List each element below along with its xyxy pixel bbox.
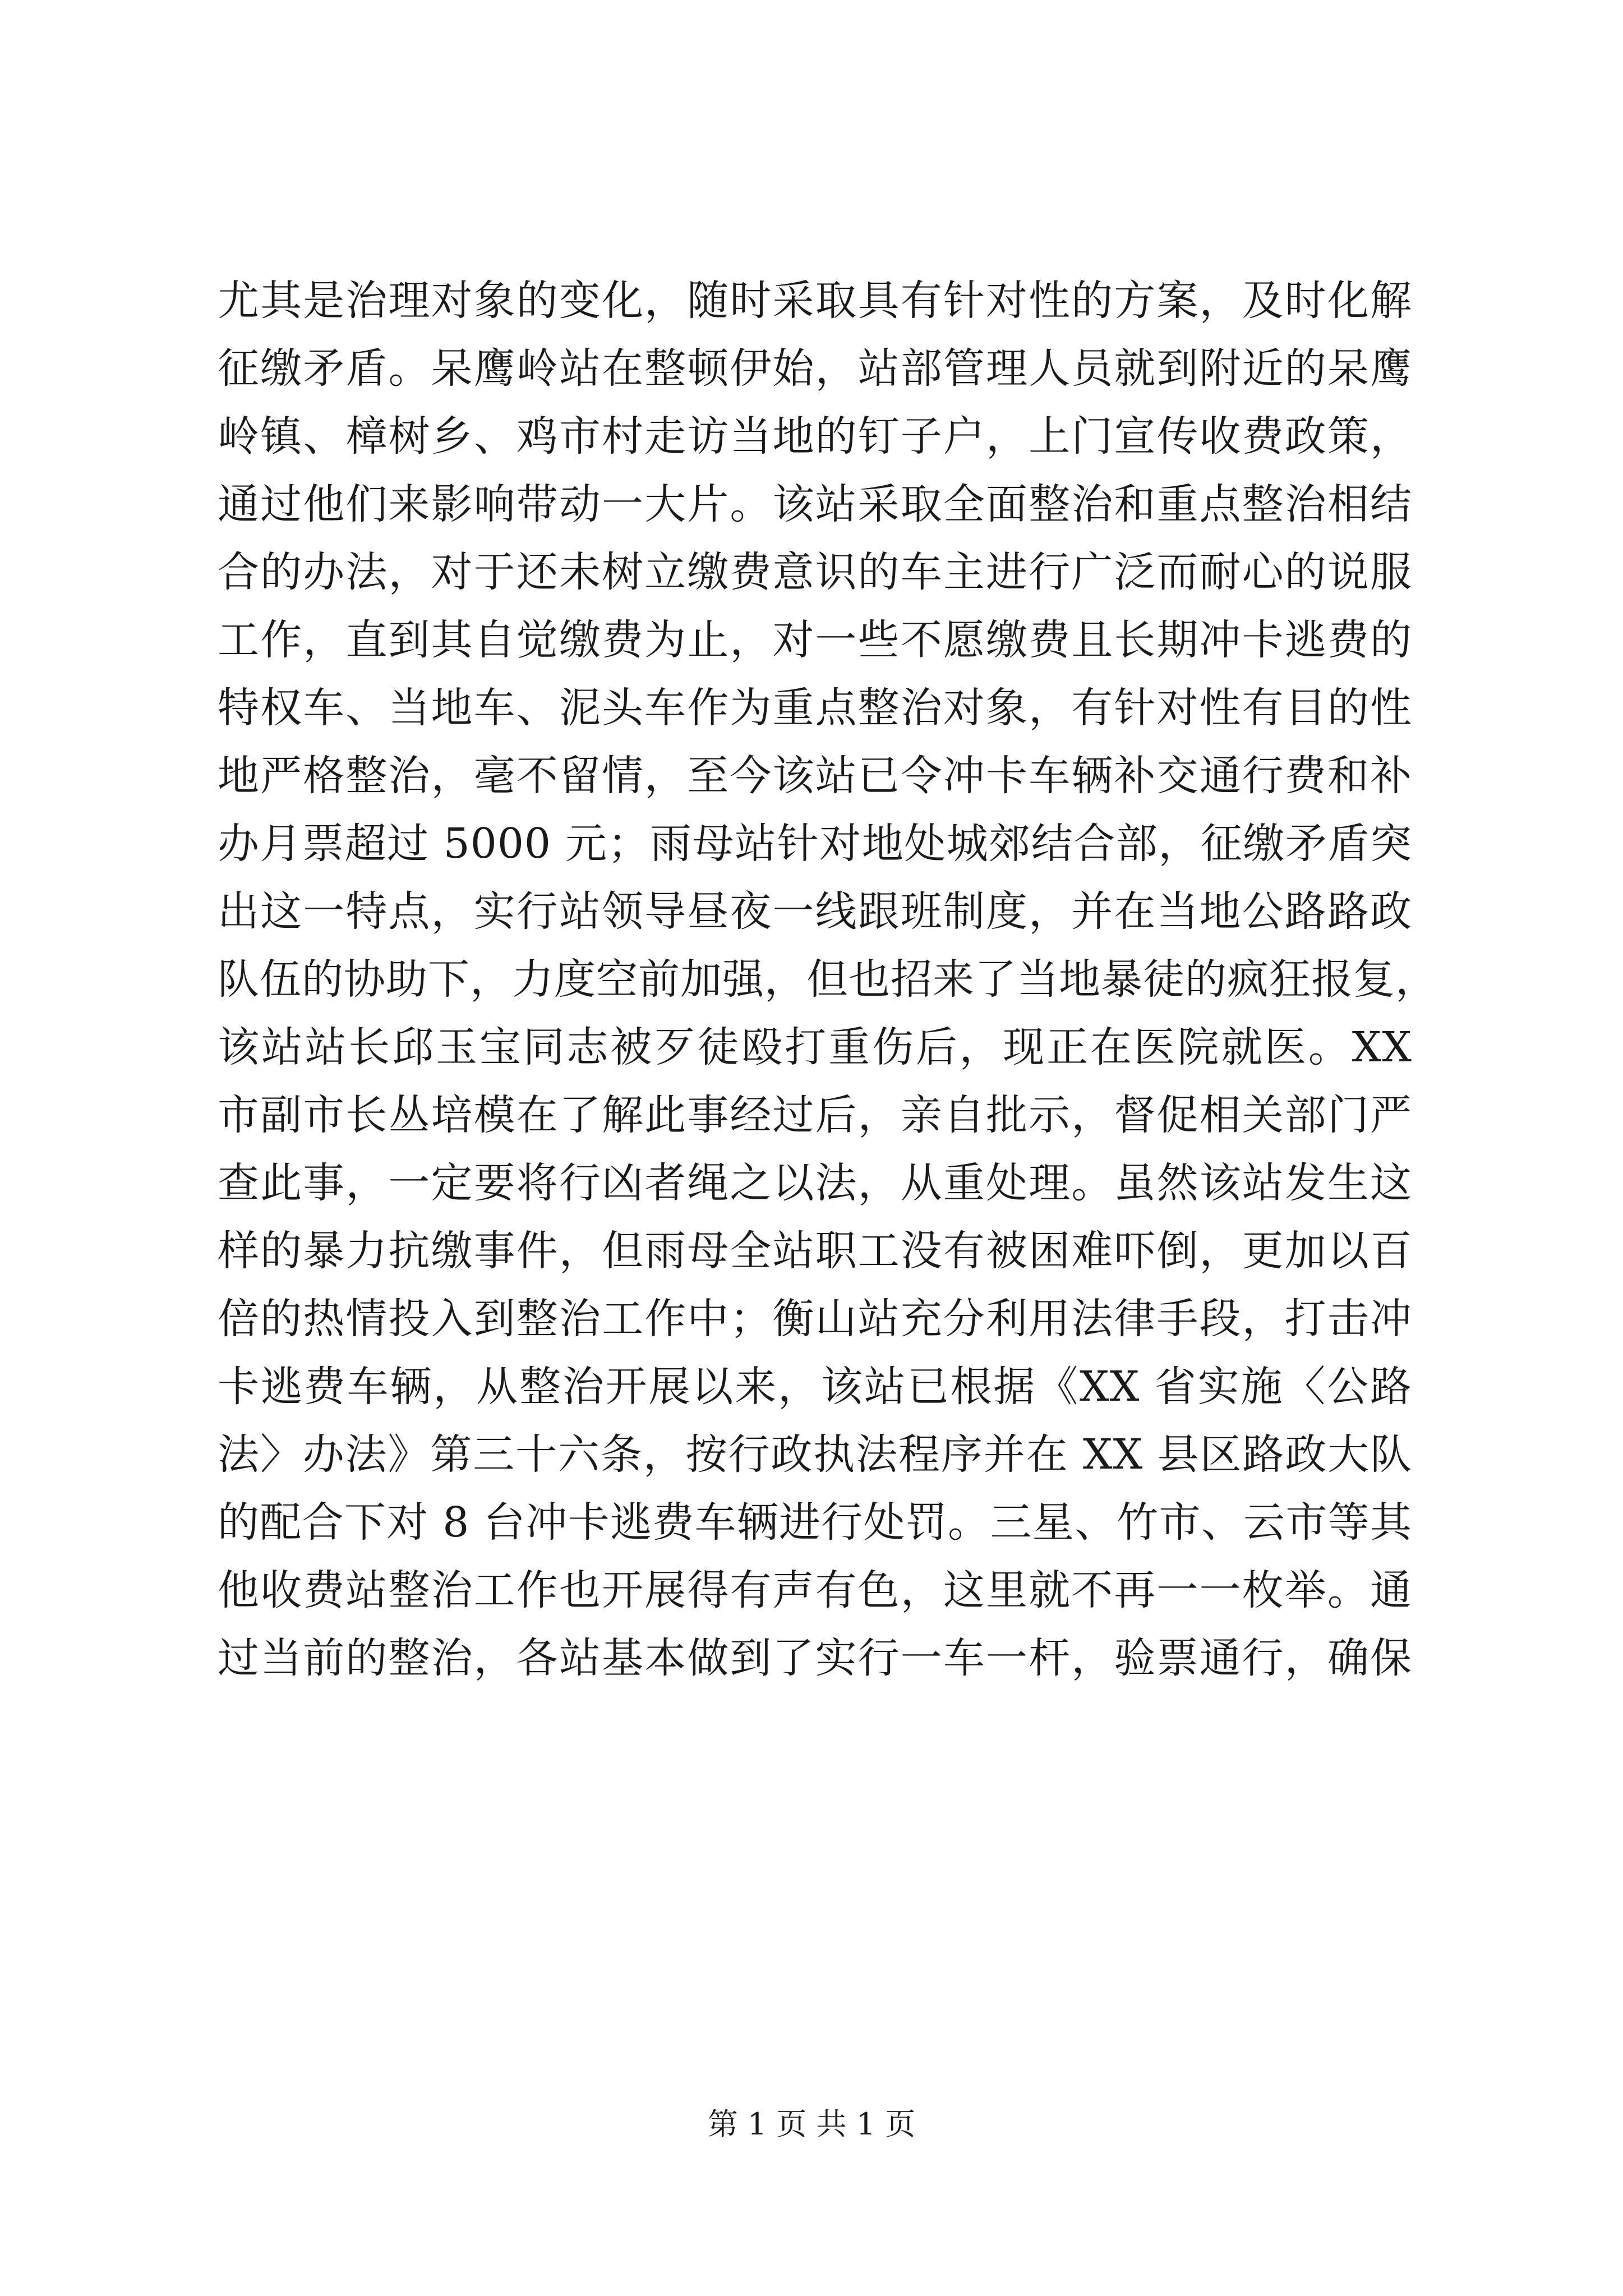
text-line: 的配合下对 8 台冲卡逃费车辆进行处罚。三星、竹市、云市等其 <box>218 1498 1412 1547</box>
text-line: 岭镇、樟树乡、鸡市村走访当地的钉子户，上门宣传收费政策， <box>218 412 1412 461</box>
text-line: 工作，直到其自觉缴费为止，对一些不愿缴费且长期冲卡逃费的 <box>218 616 1412 664</box>
text-line: 出这一特点，实行站领导昼夜一线跟班制度，并在当地公路路政 <box>218 887 1412 936</box>
text-line: 队伍的协助下，力度空前加强，但也招来了当地暴徒的疯狂报复， <box>218 955 1437 1004</box>
text-line: 通过他们来影响带动一大片。该站采取全面整治和重点整治相结 <box>218 480 1412 528</box>
text-line: 查此事，一定要将行凶者绳之以法，从重处理。虽然该站发生这 <box>218 1159 1412 1207</box>
text-line: 倍的热情投入到整治工作中；衡山站充分利用法律手段，打击冲 <box>218 1295 1412 1343</box>
text-line: 市副市长丛培模在了解此事经过后，亲自批示，督促相关部门严 <box>218 1091 1412 1139</box>
text-line: 样的暴力抗缴事件，但雨母全站职工没有被困难吓倒，更加以百 <box>218 1227 1412 1275</box>
text-line: 过当前的整治，各站基本做到了实行一车一杆，验票通行，确保 <box>218 1634 1412 1682</box>
text-line: 征缴矛盾。呆鹰岭站在整顿伊始，站部管理人员就到附近的呆鹰 <box>218 344 1412 393</box>
page-footer: 第 1 页 共 1 页 <box>707 2106 916 2142</box>
text-line: 办月票超过 5000 元；雨母站针对地处城郊结合部，征缴矛盾突 <box>218 820 1412 868</box>
text-line: 他收费站整治工作也开展得有声有色，这里就不再一一枚举。通 <box>218 1566 1412 1614</box>
text-line: 合的办法，对于还未树立缴费意识的车主进行广泛而耐心的说服 <box>218 548 1412 596</box>
text-line: 法〉办法》第三十六条，按行政执法程序并在 XX 县区路政大队 <box>218 1430 1412 1479</box>
text-line: 特权车、当地车、泥头车作为重点整治对象，有针对性有目的性 <box>218 684 1412 732</box>
body-text <box>218 267 1437 1692</box>
text-line: 尤其是治理对象的变化，随时采取具有针对性的方案，及时化解 <box>218 277 1412 325</box>
text-line: 该站站长邱玉宝同志被歹徒殴打重伤后，现正在医院就医。XX <box>218 1023 1412 1071</box>
text-line: 卡逃费车辆，从整治开展以来，该站已根据《XX 省实施〈公路 <box>218 1363 1412 1411</box>
text-line: 地严格整治，毫不留情，至今该站已令冲卡车辆补交通行费和补 <box>218 752 1412 800</box>
